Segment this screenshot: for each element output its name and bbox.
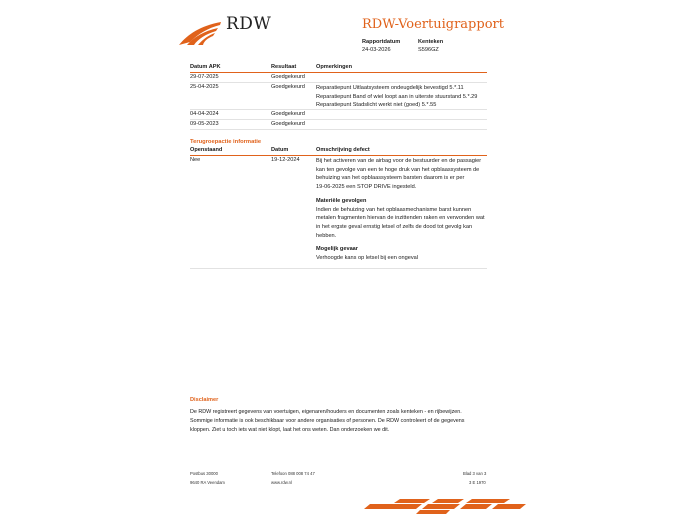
recall-openstaand: Nee [190,157,201,163]
disclaimer-line: Sommige informatie is ook beschikbaar voor andere organisaties of personen. De RDW controleert of de gegevens [190,417,465,424]
kenteken-value: S596GZ [418,47,439,53]
recall-table-header [190,146,487,156]
disclaimer-line: kloppen. Ziet u toch iets wat niet klopt, laat het ons weten. Dan onderzoeken we dit. [190,426,390,433]
footer-telefoon: Telefoon 088 008 74 47 [271,471,315,476]
apk-datum: 25-04-2025 [190,84,219,90]
disclaimer-title: Disclaimer [190,397,219,403]
footer-code: 3 E 1970 [469,480,486,485]
apk-datum: 04-04-2024 [190,111,219,117]
gevaar-line: Verhoogde kans op letsel bij een ongeval [316,255,419,262]
table-row [190,73,487,83]
gevaar-title: Mogelijk gevaar [316,246,358,253]
apk-table-header [190,63,487,73]
gevolgen-line: Indien de behuizing van het opblaasmechanisme barst kunnen [316,206,472,213]
apk-resultaat: Goedgekeurd [271,74,305,80]
omschrijving-line: 19-06-2025 een STOP DRIVE ingesteld. [316,184,417,191]
gevolgen-line: in het ergste geval ernstig letsel of zelfs de dood tot gevolg kan [316,223,473,230]
apk-header-datum: Datum APK [190,64,221,70]
document-title: RDW-Voertuigrapport [362,17,504,32]
recall-section-title: Terugroepactie informatie [190,139,262,145]
gevolgen-line: metalen fragmenten hiervan de inzittenden raken en verwonden wat [316,215,485,222]
apk-opmerkingen [316,84,488,110]
rapportdatum-value: 24-03-2026 [362,47,391,53]
footer-plaats: 9640 RA Veendam [190,480,225,485]
apk-resultaat: Goedgekeurd [271,121,305,127]
rdw-logo-icon [178,20,224,46]
footer-website[interactable]: www.rdw.nl [271,480,292,485]
kenteken-label: Kenteken [418,39,444,45]
recall-header-datum: Datum [271,147,289,153]
apk-datum: 29-07-2025 [190,74,219,80]
apk-opmerking: Reparatiepunt Band of wiel loopt aan in uiterste stuurstand 5.*.29 [316,93,478,100]
omschrijving-line: Bij het activeren van de airbag voor de bestuurder en de passagier [316,158,482,164]
omschrijving-line: behuizing van het opblaassysteem barsten daarom is er per [316,175,465,182]
table-row [190,156,487,269]
apk-header-opmerkingen: Opmerkingen [316,64,353,70]
apk-opmerking: Reparatiepunt Stadslicht werkt niet (goed) 5.*.55 [316,102,437,109]
disclaimer-text [190,408,490,434]
rdw-logo [178,20,224,46]
apk-resultaat: Goedgekeurd [271,111,305,117]
table-row [190,120,487,130]
recall-header-omschrijving: Omschrijving defect [316,147,370,153]
rdw-stripes-icon [360,496,530,514]
footer-blad: Blad 3 van 3 [463,471,487,476]
recall-datum: 19-12-2024 [271,157,300,163]
apk-header-resultaat: Resultaat [271,64,297,70]
apk-opmerking: Reparatiepunt Uitlaatsysteem ondeugdelijk bevestigd 5.*.11 [316,85,464,91]
footer-decoration [360,496,530,514]
gevolgen-line: hebben. [316,232,337,239]
apk-resultaat: Goedgekeurd [271,84,305,90]
disclaimer-line: De RDW registreert gegevens van voertuigen, eigenaren/houders en documenten zoals kenteken - en rijbewijzen. [190,409,462,415]
brand-name: RDW [226,14,272,34]
footer-postbus: Postbus 30000 [190,471,218,476]
apk-datum: 09-05-2023 [190,121,219,127]
recall-omschrijving [316,157,488,263]
table-row [190,110,487,120]
apk-table [190,63,487,130]
gevolgen-title: Materiële gevolgen [316,197,367,204]
omschrijving-line: kan ten gevolge van een te hoge druk van het opblaassysteem de [316,166,480,173]
table-row [190,83,487,110]
recall-header-openstaand: Openstaand [190,147,223,153]
rapportdatum-label: Rapportdatum [362,39,401,45]
recall-table [190,146,487,269]
